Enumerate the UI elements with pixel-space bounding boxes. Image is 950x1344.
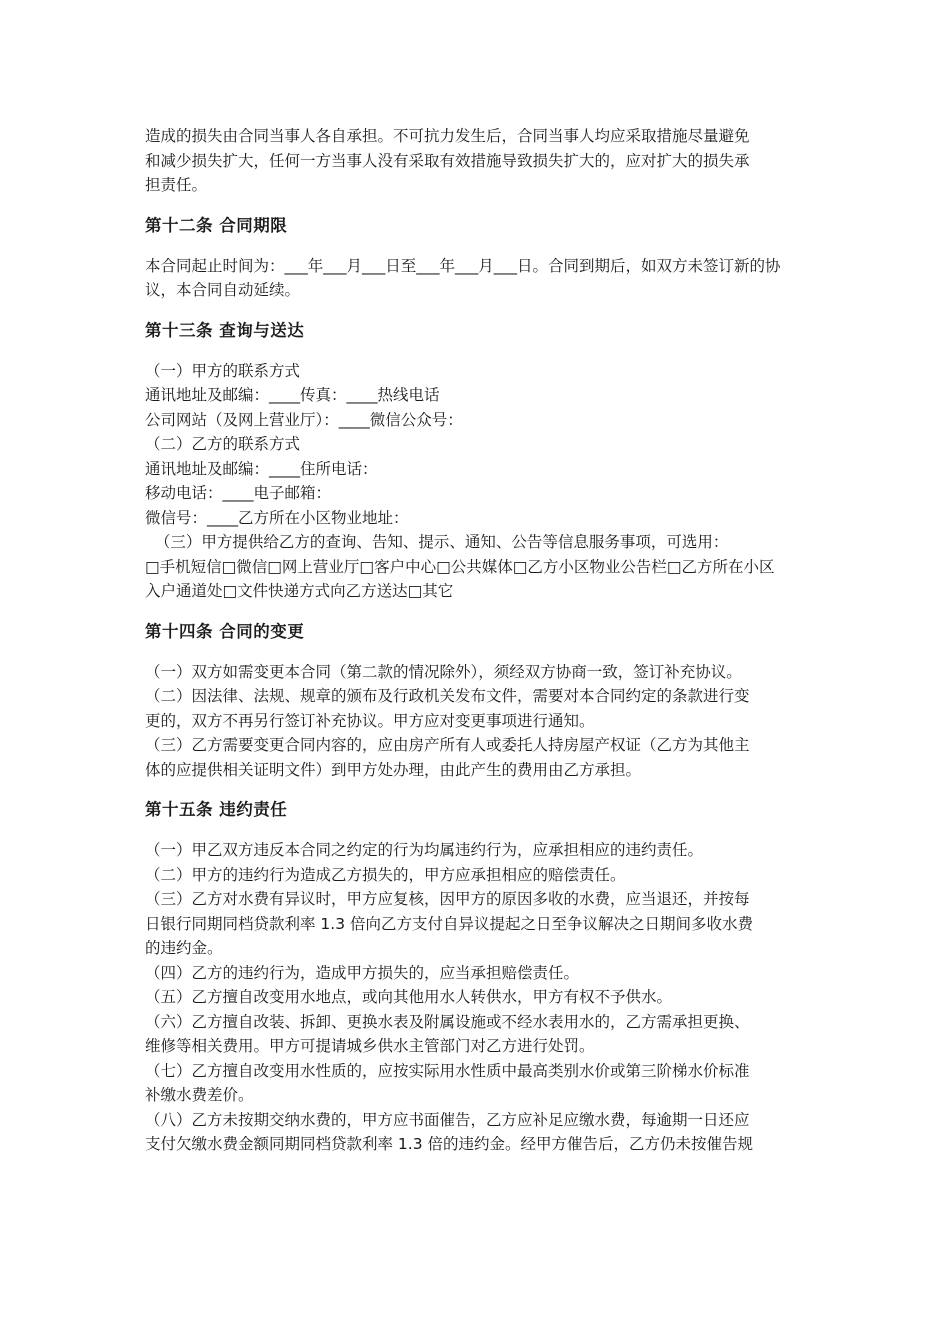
text-line: 造成的损失由合同当事人各自承担。不可抗力发生后，合同当事人均应采取措施尽量避免 [145,127,750,145]
text-line: （一）双方如需变更本合同（第二款的情况除外），须经双方协商一致，签订补充协议。 [145,662,742,681]
text-line: （二）因法律、法规、规章的颁布及行政机关发布文件，需要对本合同约定的条款进行变 [145,687,750,705]
text-line: 支付欠缴水费金额同期同档贷款利率 1.3 倍的违约金。经甲方催告后，乙方仍未按催告规 [145,1135,754,1153]
text-line: 体的应提供相关证明文件）到甲方处办理，由此产生的费用由乙方承担。 [145,760,642,779]
article-15-heading: 第十五条 违约责任 [145,800,288,819]
text-line: （二）乙方的联系方式 [145,435,301,453]
text-line: 维修等相关费用。甲方可提请城乡供水主管部门对乙方进行处罚。 [145,1037,595,1055]
article-12-body [145,254,805,303]
text-line: 更的，双方不再另行签订补充协议。甲方应对变更事项进行通知。 [145,711,595,730]
text-line: 和减少损失扩大，任何一方当事人没有采取有效措施导致损失扩大的，应对扩大的损失承 [145,151,750,170]
text-line: 公司网站（及网上营业厅）：____微信公众号： [145,410,463,429]
text-line: 本合同起止时间为：___年___月___日至___年___月___日。合同到期后，如双方未签订新的协 [145,256,781,275]
text-line: （三）乙方需要变更合同内容的，应由房产所有人或委托人持房屋产权证（乙方为其他主 [145,736,750,754]
text-line: 担责任。 [145,176,208,194]
text-line: 议，本合同自动延续。 [145,281,301,299]
article-15-body [145,838,805,1157]
text-line: （八）乙方未按期交纳水费的，甲方应书面催告，乙方应补足应缴水费，每逾期一日还应 [145,1110,750,1129]
text-line: 通讯地址及邮编：____住所电话： [145,459,378,478]
article-14-heading: 第十四条 合同的变更 [145,621,305,641]
text-line: 通讯地址及邮编：____传真：____热线电话 [145,386,440,404]
article-13-body [145,359,805,604]
document-page [145,124,805,1157]
text-line: （五）乙方擅自改变用水地点，或向其他用水人转供水，甲方有权不予供水。 [145,988,673,1006]
text-line: （三）乙方对水费有异议时，甲方应复核，因甲方的原因多收的水费，应当退还，并按每 [145,890,750,908]
article-14-body [145,660,805,783]
text-line: 入户通道处□文件快递方式向乙方送达□其它 [145,582,454,600]
text-line: （四）乙方的违约行为，造成甲方损失的，应当承担赔偿责任。 [145,963,580,982]
text-line: （三）甲方提供给乙方的查询、告知、提示、通知、公告等信息服务事项，可选用： [145,533,729,551]
text-line: 补缴水费差价。 [145,1086,254,1104]
text-line: （六）乙方擅自改装、拆卸、更换水表及附属设施或不经水表用水的，乙方需承担更换、 [145,1012,750,1031]
text-line: 移动电话：____电子邮箱： [145,484,332,502]
text-line: 日银行同期同档贷款利率 1.3 倍向乙方支付自异议提起之日至争议解决之日期间多收水费 [145,914,754,933]
text-line: （一）甲乙双方违反本合同之约定的行为均属违约行为，应承担相应的违约责任。 [145,841,704,859]
text-line: （一）甲方的联系方式 [145,361,301,380]
text-line: 微信号：____乙方所在小区物业地址： [145,508,409,527]
text-line: 的违约金。 [145,939,223,957]
article-13-heading: 第十三条 查询与送达 [145,320,305,340]
text-line: （二）甲方的违约行为造成乙方损失的，甲方应承担相应的赔偿责任。 [145,865,626,884]
text-line: （七）乙方擅自改变用水性质的，应按实际用水性质中最高类别水价或第三阶梯水价标准 [145,1061,750,1080]
intro-paragraph [145,124,805,198]
text-line: □手机短信□微信□网上营业厅□客户中心□公共媒体□乙方小区物业公告栏□乙方所在小区 [145,557,775,576]
article-12-heading: 第十二条 合同期限 [145,215,288,235]
